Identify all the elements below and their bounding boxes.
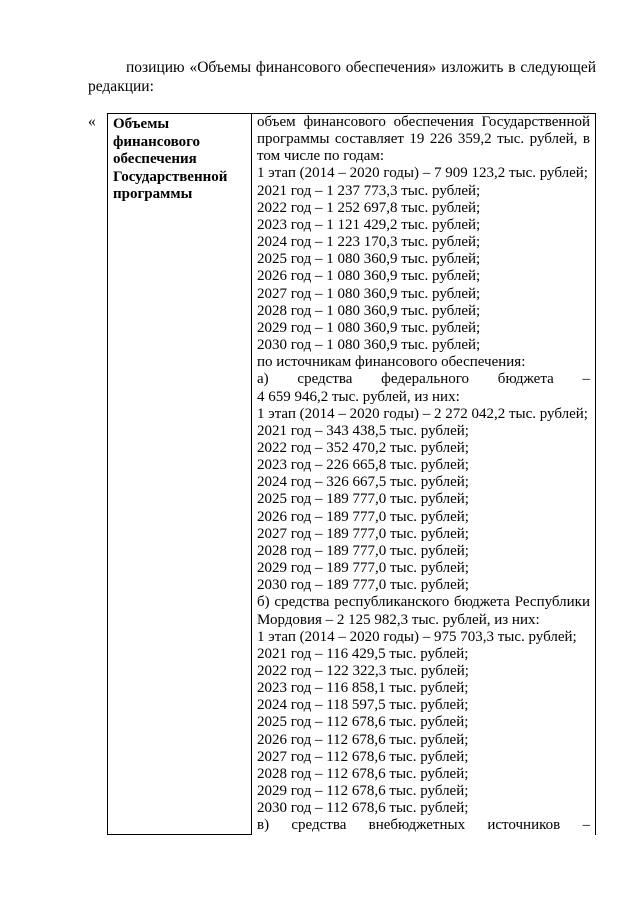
position-table xyxy=(107,113,596,835)
funding-line: Мордовия – 2 125 982,3 тыс. рублей, из них: xyxy=(257,611,540,628)
funding-line: 2030 год – 189 777,0 тыс. рублей; xyxy=(257,577,469,594)
funding-line: 2024 год – 326 667,5 тыс. рублей; xyxy=(257,474,469,491)
funding-line: 2024 год – 118 597,5 тыс. рублей; xyxy=(257,697,469,714)
position-value-cell xyxy=(252,114,596,835)
funding-line: 2026 год – 189 777,0 тыс. рублей; xyxy=(257,508,469,525)
funding-line: 2021 год – 343 438,5 тыс. рублей; xyxy=(257,422,469,439)
funding-line: 2025 год – 1 080 360,9 тыс. рублей; xyxy=(257,251,481,268)
funding-line: 2021 год – 116 429,5 тыс. рублей; xyxy=(257,645,469,662)
funding-line: 2029 год – 189 777,0 тыс. рублей; xyxy=(257,560,469,577)
intro-line-2: редакции: xyxy=(88,78,154,95)
funding-line: 2028 год – 112 678,6 тыс. рублей; xyxy=(257,765,469,782)
funding-line: 4 659 946,2 тыс. рублей, из них: xyxy=(257,388,460,405)
funding-line: 2026 год – 1 080 360,9 тыс. рублей; xyxy=(257,268,481,285)
funding-line: 2028 год – 189 777,0 тыс. рублей; xyxy=(257,542,469,559)
funding-line: 1 этап (2014 – 2020 годы) – 7 909 123,2 тыс. рублей; xyxy=(257,165,588,182)
funding-line: 2027 год – 112 678,6 тыс. рублей; xyxy=(257,748,469,765)
funding-line: 2023 год – 116 858,1 тыс. рублей; xyxy=(257,680,469,697)
funding-line: а) средства федерального бюджета – xyxy=(257,371,590,388)
funding-line: объем финансового обеспечения Государственной xyxy=(257,114,590,130)
funding-lines xyxy=(257,114,590,835)
funding-line: 2023 год – 1 121 429,2 тыс. рублей; xyxy=(257,216,481,233)
funding-line: по источникам финансового обеспечения: xyxy=(257,354,526,371)
funding-line: программы составляет 19 226 359,2 тыс. рублей, в xyxy=(257,131,590,148)
funding-line: 2027 год – 1 080 360,9 тыс. рублей; xyxy=(257,285,481,302)
funding-line: 2026 год – 112 678,6 тыс. рублей; xyxy=(257,731,469,748)
position-name: Объемы финансового обеспечения Государственной программы xyxy=(113,116,228,202)
funding-line: 2022 год – 122 322,3 тыс. рублей; xyxy=(257,663,469,679)
funding-line: том числе по годам: xyxy=(257,148,385,165)
funding-line: в) средства внебюджетных источников – xyxy=(257,817,590,834)
funding-line: 2025 год – 112 678,6 тыс. рублей; xyxy=(257,714,469,731)
position-name-cell xyxy=(108,114,252,835)
funding-line: 2023 год – 226 665,8 тыс. рублей; xyxy=(257,457,469,474)
table-row xyxy=(108,114,596,835)
funding-line: 2030 год – 112 678,6 тыс. рублей; xyxy=(257,800,469,817)
funding-line: 2028 год – 1 080 360,9 тыс. рублей; xyxy=(257,302,481,319)
funding-line: 2024 год – 1 223 170,3 тыс. рублей; xyxy=(257,234,481,251)
funding-line: б) средства республиканского бюджета Республики xyxy=(257,594,590,611)
funding-line: 2027 год – 189 777,0 тыс. рублей; xyxy=(257,525,469,542)
intro-paragraph xyxy=(88,58,596,96)
intro-line-1: позицию «Объемы финансового обеспечения» изложить в следующей xyxy=(126,59,596,76)
funding-line: 1 этап (2014 – 2020 годы) – 975 703,3 тыс. рублей; xyxy=(257,628,577,645)
funding-line: 2022 год – 1 252 697,8 тыс. рублей; xyxy=(257,199,481,216)
funding-line: 2029 год – 1 080 360,9 тыс. рублей; xyxy=(257,319,481,336)
funding-line: 2022 год – 352 470,2 тыс. рублей; xyxy=(257,439,469,456)
funding-line: 2021 год – 1 237 773,3 тыс. рублей; xyxy=(257,182,481,199)
opening-quote: « xyxy=(88,113,96,130)
funding-line: 2029 год – 112 678,6 тыс. рублей; xyxy=(257,783,469,800)
funding-line: 2030 год – 1 080 360,9 тыс. рублей; xyxy=(257,337,481,354)
funding-line: 2025 год – 189 777,0 тыс. рублей; xyxy=(257,491,469,508)
funding-line: 1 этап (2014 – 2020 годы) – 2 272 042,2 тыс. рублей; xyxy=(257,405,588,422)
